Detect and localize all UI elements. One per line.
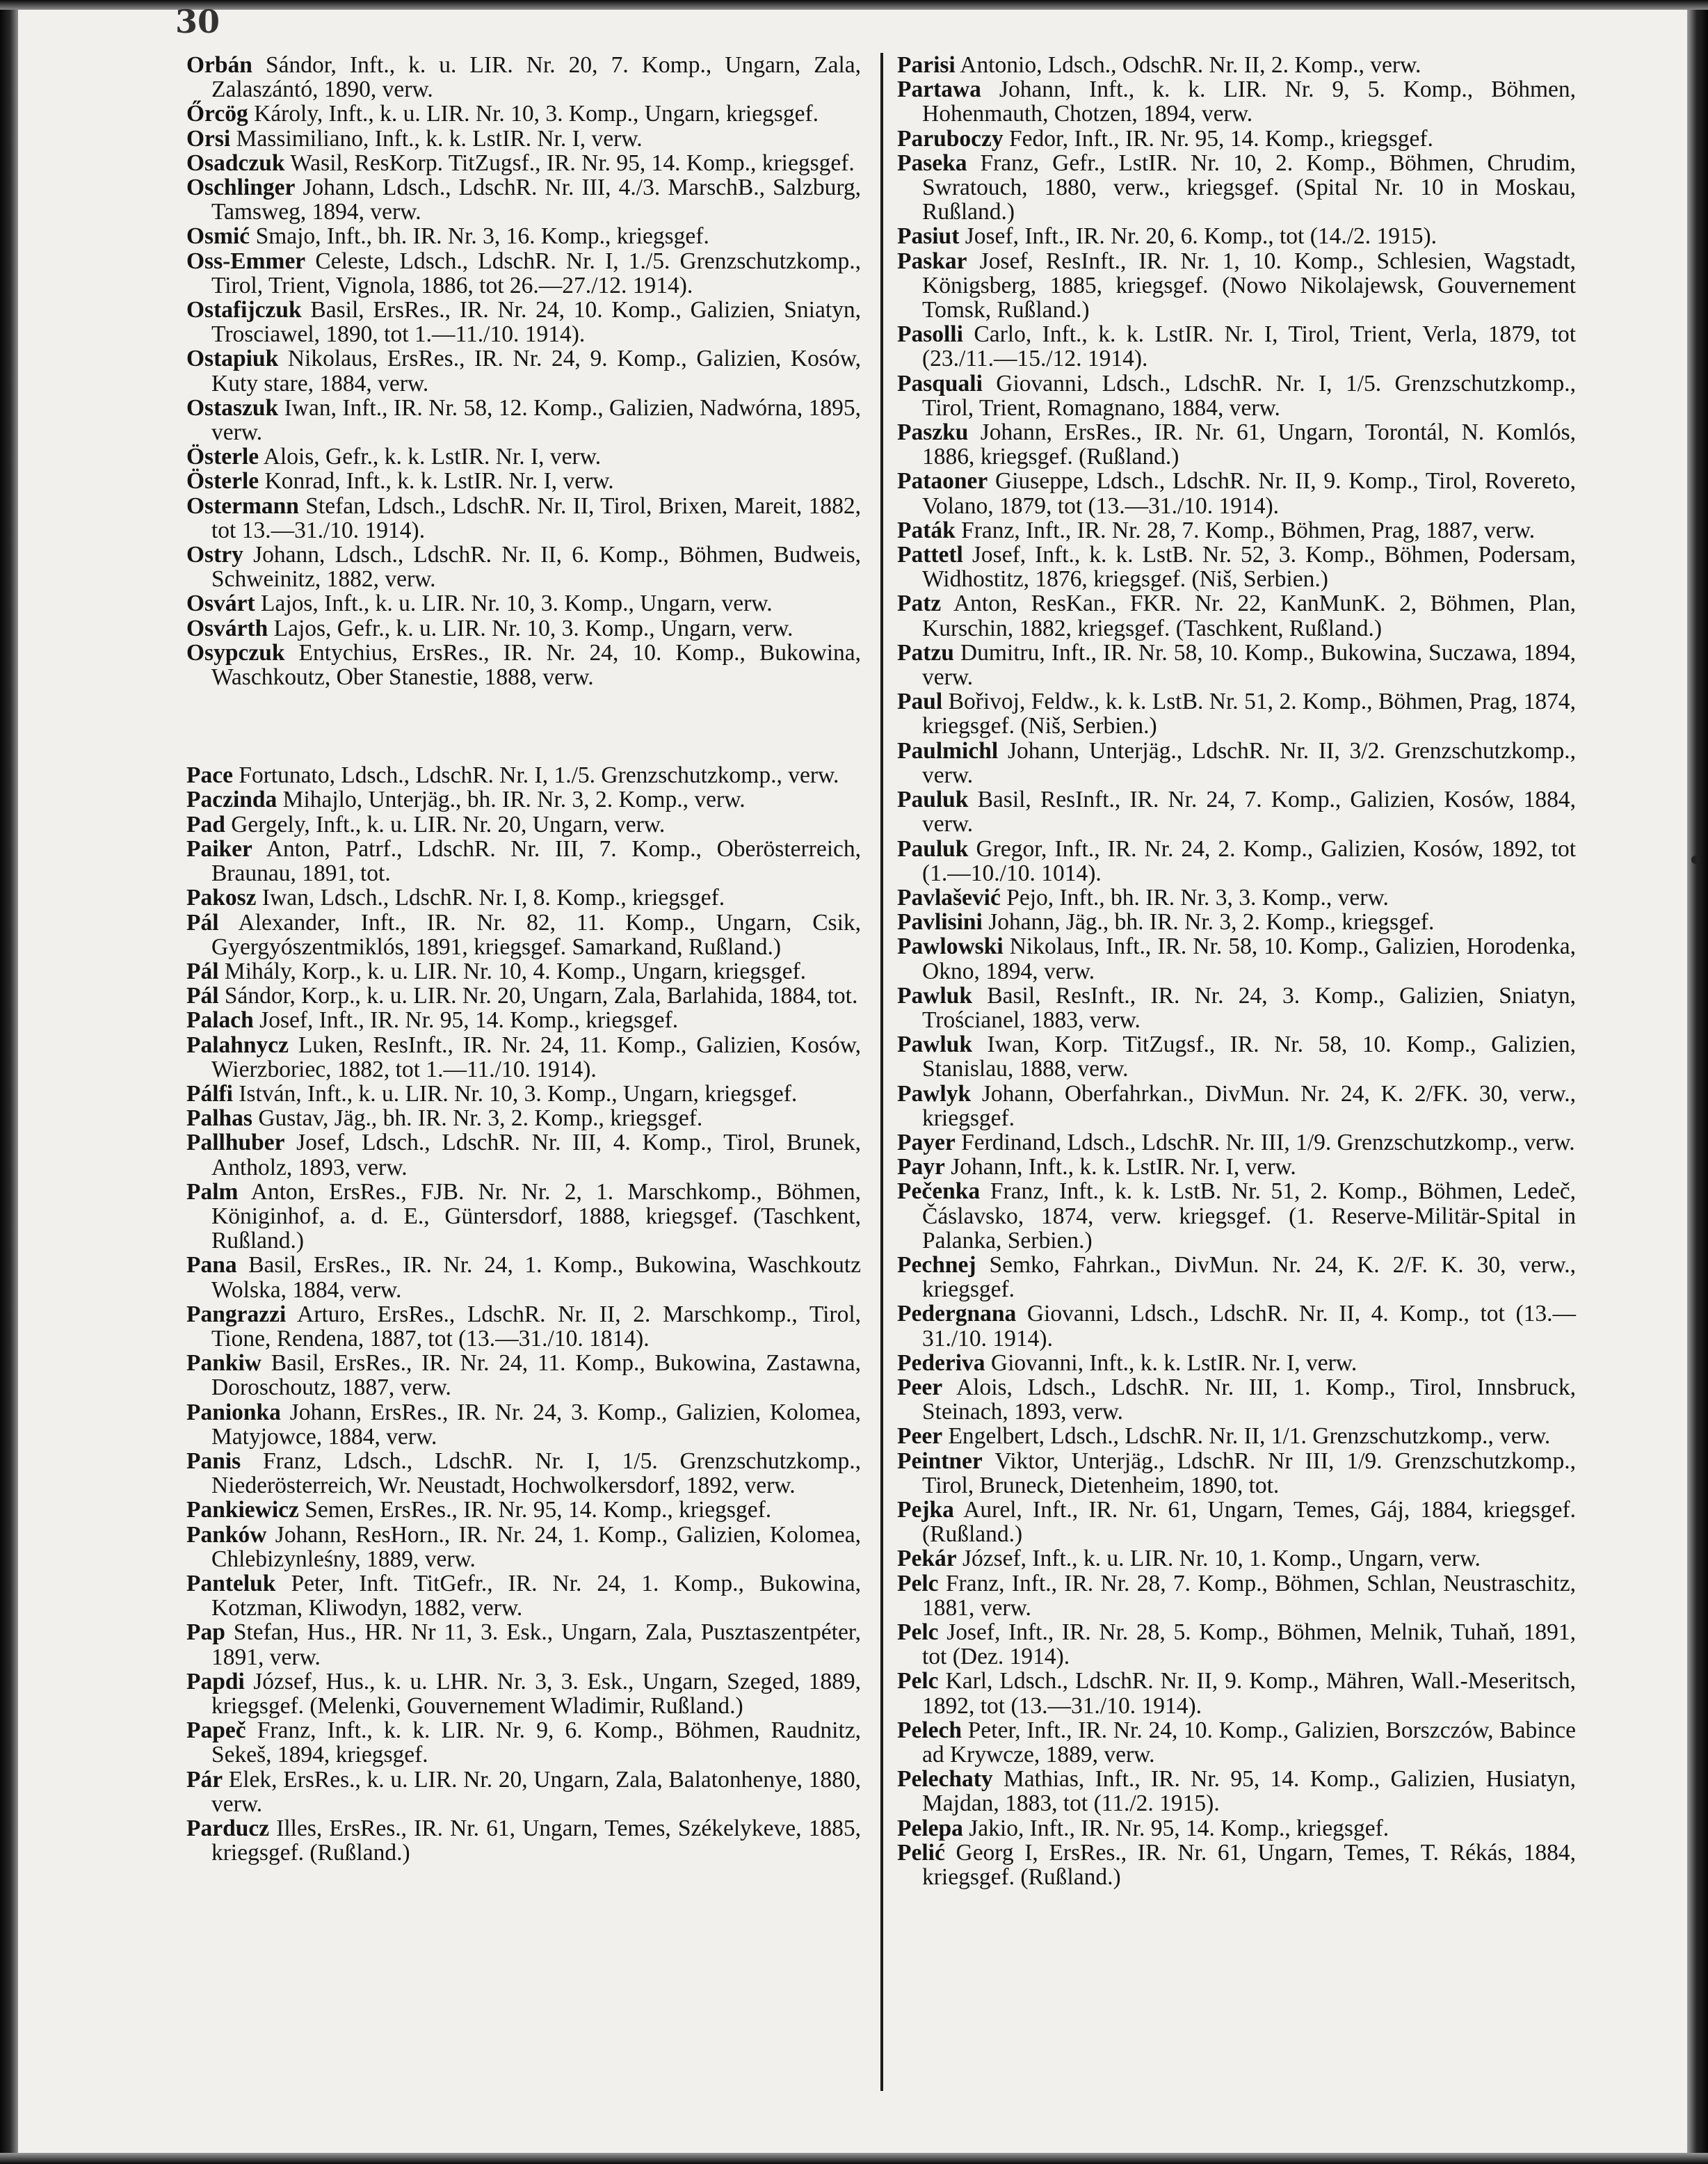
casualty-entry xyxy=(186,763,861,787)
scan-border-left xyxy=(0,0,18,2164)
entry-details: Peter, Inft., IR. Nr. 24, 10. Komp., Galizien, Borszczów, Babince ad Krywcze, 1889, verw. xyxy=(922,1717,1577,1768)
entry-surname: Pavlisini xyxy=(897,909,983,936)
entry-details: Iwan, Korp. TitZugsf., IR. Nr. 58, 10. Komp., Galizien, Stanislau, 1888, verw. xyxy=(922,1032,1576,1082)
entry-details: Anton, Patrf., LdschR. Nr. III, 7. Komp., Oberösterreich, Braunau, 1891, tot. xyxy=(211,835,861,887)
casualty-entry xyxy=(186,102,861,126)
entry-details: Gregor, Inft., IR. Nr. 24, 2. Komp., Galizien, Kosów, 1892, tot (1.—10./10. 1014). xyxy=(922,835,1577,886)
entry-surname: Pelech xyxy=(897,1717,962,1743)
casualty-entry xyxy=(186,1008,861,1032)
entry-surname: Österle xyxy=(186,468,259,495)
entry-details: Fedor, Inft., IR. Nr. 95, 14. Komp., kriegsgef. xyxy=(1008,125,1433,152)
casualty-entry xyxy=(186,1130,861,1179)
entry-surname: Payr xyxy=(897,1154,945,1180)
casualty-entry xyxy=(897,1620,1576,1669)
entry-details: Josef, Inft., IR. Nr. 28, 5. Komp., Böhmen, Melnik, Tuhaň, 1891, tot (Dez. 1914). xyxy=(922,1619,1577,1670)
entry-details: Peter, Inft. TitGefr., IR. Nr. 24, 1. Komp., Bukowina, Kotzman, Kliwodyn, 1882, verw. xyxy=(211,1570,861,1621)
casualty-entry xyxy=(186,885,861,910)
entry-details: Johann, Inft., k. k. LIR. Nr. 9, 5. Komp., Böhmen, Hohenmauth, Chotzen, 1894, verw. xyxy=(922,77,1577,127)
casualty-entry xyxy=(897,1082,1576,1130)
casualty-entry xyxy=(897,739,1576,787)
entry-details: Franz, Inft., k. k. LIR. Nr. 9, 6. Komp., Böhmen, Raudnitz, Sekeš, 1894, kriegsgef. xyxy=(211,1717,861,1768)
casualty-entry xyxy=(186,1816,861,1865)
entry-surname: Papdi xyxy=(186,1668,245,1694)
entry-details: Georg I, ErsRes., IR. Nr. 61, Ungarn, Temes, T. Rékás, 1884, kriegsgef. (Rußland.) xyxy=(922,1839,1577,1891)
entry-surname: Patz xyxy=(897,591,942,617)
entry-surname: Pataoner xyxy=(897,468,988,495)
entry-details: Johann, ResHorn., IR. Nr. 24, 1. Komp., Galizien, Kolomea, Chlebizynleśny, 1889, verw. xyxy=(211,1521,861,1572)
casualty-entry xyxy=(186,787,861,812)
casualty-entry xyxy=(186,249,861,298)
casualty-entry xyxy=(897,249,1576,323)
entry-details: Celeste, Ldsch., LdschR. Nr. I, 1./5. Grenzschutzkomp., Tirol, Trient, Vignola, 1886, tot 26.—27./12. 1914). xyxy=(211,248,862,298)
scan-border-right xyxy=(1687,0,1708,2164)
entry-details: Giuseppe, Ldsch., LdschR. Nr. II, 9. Komp., Tirol, Rovereto, Volano, 1879, tot (13.—31./10. 1914). xyxy=(922,468,1576,519)
entry-surname: Pelc xyxy=(897,1570,939,1596)
entry-surname: Pana xyxy=(186,1252,237,1279)
entry-details: Sándor, Korp., k. u. LIR. Nr. 20, Ungarn, Zala, Barlahida, 1884, tot. xyxy=(224,983,858,1009)
entry-surname: Pattetl xyxy=(897,542,963,568)
scan-border-top xyxy=(0,0,1708,10)
entry-surname: Pekár xyxy=(897,1546,957,1572)
casualty-entry xyxy=(186,175,861,224)
entry-details: Basil, ResInft., IR. Nr. 24, 3. Komp., Galizien, Sniatyn, Trościanel, 1883, verw. xyxy=(922,982,1577,1033)
casualty-entry xyxy=(186,812,861,837)
casualty-entry xyxy=(897,371,1576,420)
entry-details: Josef, Inft., IR. Nr. 95, 14. Komp., kriegsgef. xyxy=(259,1007,679,1034)
casualty-entry xyxy=(897,1351,1576,1375)
casualty-entry xyxy=(897,543,1576,591)
entry-details: Gergely, Inft., k. u. LIR. Nr. 20, Ungarn, verw. xyxy=(231,811,666,837)
entry-details: Johann, Unterjäg., LdschR. Nr. II, 3/2. Grenzschutzkomp., verw. xyxy=(922,737,1576,788)
casualty-entry xyxy=(897,224,1576,248)
entry-details: Massimiliano, Inft., k. k. LstIR. Nr. I, verw. xyxy=(236,125,643,152)
casualty-entry xyxy=(897,910,1576,934)
entry-surname: Palahnycz xyxy=(186,1032,289,1058)
entry-surname: Pap xyxy=(186,1619,225,1646)
entry-surname: Pad xyxy=(186,811,225,837)
casualty-entry xyxy=(897,127,1576,151)
casualty-entry xyxy=(186,494,861,543)
casualty-entry xyxy=(186,127,861,151)
casualty-entry xyxy=(897,151,1576,225)
entry-surname: Osvárth xyxy=(186,615,268,641)
entry-surname: Payer xyxy=(897,1129,956,1155)
entry-details: Pejo, Inft., bh. IR. Nr. 3, 3. Komp., verw. xyxy=(1006,884,1389,911)
casualty-entry xyxy=(186,1498,861,1522)
casualty-entry xyxy=(897,1767,1576,1816)
entry-surname: Orsi xyxy=(186,125,231,152)
entry-details: Ferdinand, Ldsch., LdschR. Nr. III, 1/9. Grenzschutzkomp., verw. xyxy=(961,1129,1575,1155)
entry-surname: Pál xyxy=(186,958,219,984)
entry-surname: Paczinda xyxy=(186,787,277,813)
entry-surname: Pauluk xyxy=(897,835,969,862)
entry-details: Engelbert, Ldsch., LdschR. Nr. II, 1/1. Grenzschutzkomp., verw. xyxy=(948,1423,1551,1450)
entry-details: Semko, Fahrkan., DivMun. Nr. 24, K. 2/F. K. 30, verw., kriegsgef. xyxy=(922,1251,1576,1303)
casualty-entry xyxy=(897,1571,1576,1620)
casualty-entry xyxy=(186,1571,861,1620)
casualty-entry xyxy=(897,1032,1576,1081)
casualty-entry xyxy=(186,1033,861,1082)
entry-surname: Paiker xyxy=(186,835,252,862)
entry-surname: Orbán xyxy=(186,52,252,78)
casualty-entry xyxy=(897,837,1576,885)
entry-surname: Panionka xyxy=(186,1399,281,1425)
casualty-entry xyxy=(897,77,1576,126)
entry-details: Viktor, Unterjäg., LdschR. Nr III, 1/9. Grenzschutzkomp., Tirol, Bruneck, Dietenheim, 1890, tot. xyxy=(922,1448,1576,1498)
casualty-entry xyxy=(897,1301,1576,1350)
casualty-entry xyxy=(897,469,1576,518)
entry-surname: Parducz xyxy=(186,1816,270,1842)
entry-surname: Paták xyxy=(897,517,956,543)
entry-surname: Pace xyxy=(186,762,233,789)
entry-surname: Osadczuk xyxy=(186,150,285,176)
entry-details: Franz, Ldsch., LdschR. Nr. I, 1/5. Grenzschutzkomp., Niederösterreich, Wr. Neustadt, Hochwolkersdorf, 1892, verw. xyxy=(211,1448,862,1499)
entry-details: Johann, ErsRes., IR. Nr. 61, Ungarn, Torontál, N. Komlós, 1886, kriegsgef. (Rußland.) xyxy=(922,419,1576,470)
entry-details: Károly, Inft., k. u. LIR. Nr. 10, 3. Komp., Ungarn, kriegsgef. xyxy=(254,101,819,127)
entry-details: Josef, ResInft., IR. Nr. 1, 10. Komp., Schlesien, Wagstadt, Königsberg, 1885, kriegsgef. (Nowo Nikolajewsk, Gouvernement Tomsk, Rußland.) xyxy=(922,248,1577,323)
entry-surname: Paruboczy xyxy=(897,125,1004,152)
entry-details: Anton, ResKan., FKR. Nr. 22, KanMunK. 2, Böhmen, Plan, Kurschin, 1882, kriegsgef. (Taschkent, Rußland.) xyxy=(922,591,1576,641)
casualty-entry xyxy=(186,1253,861,1301)
entry-surname: Oss-Emmer xyxy=(186,248,306,274)
entry-details: Josef, Inft., IR. Nr. 20, 6. Komp., tot (14./2. 1915). xyxy=(965,223,1437,250)
entry-surname: Ostaszuk xyxy=(186,394,279,421)
section-gap xyxy=(186,689,861,763)
entry-details: Giovanni, Ldsch., LdschR. Nr. I, 1/5. Grenzschutzkomp., Tirol, Trient, Romagnano, 1884, verw. xyxy=(922,370,1577,421)
entry-details: Stefan, Hus., HR. Nr 11, 3. Esk., Ungarn, Zala, Pusztaszentpéter, 1891, verw. xyxy=(211,1619,862,1670)
casualty-entry xyxy=(186,1351,861,1400)
entry-details: Mihajlo, Unterjäg., bh. IR. Nr. 3, 2. Komp., verw. xyxy=(282,787,746,813)
casualty-entry xyxy=(897,1130,1576,1155)
casualty-entry xyxy=(186,1082,861,1106)
entry-details: Arturo, ErsRes., LdschR. Nr. II, 2. Marschkomp., Tirol, Tione, Rendena, 1887, tot (13.—31./10. 1814). xyxy=(211,1301,862,1352)
casualty-entry xyxy=(897,1179,1576,1253)
entry-details: Jakio, Inft., IR. Nr. 95, 14. Komp., kriegsgef. xyxy=(969,1815,1389,1841)
entry-details: Basil, ErsRes., IR. Nr. 24, 10. Komp., Galizien, Sniatyn, Trosciawel, 1890, tot 1.—11./10. 1914). xyxy=(211,297,861,348)
entry-details: Giovanni, Inft., k. k. LstIR. Nr. I, verw. xyxy=(990,1349,1357,1376)
casualty-entry xyxy=(897,1718,1576,1767)
entry-surname: Pedergnana xyxy=(897,1301,1017,1327)
entry-details: Johann, Jäg., bh. IR. Nr. 3, 2. Komp., kriegsgef. xyxy=(988,909,1435,936)
entry-details: Basil, ErsRes., IR. Nr. 24, 1. Komp., Bukowina, Waschkoutz Wolska, 1884, verw. xyxy=(211,1252,862,1303)
entry-details: Basil, ResInft., IR. Nr. 24, 7. Komp., Galizien, Kosów, 1884, verw. xyxy=(922,787,1577,837)
casualty-entry xyxy=(897,1375,1576,1424)
entry-surname: Pechnej xyxy=(897,1251,976,1278)
entry-surname: Pawluk xyxy=(897,982,972,1009)
casualty-entry xyxy=(186,151,861,175)
entry-surname: Osypczuk xyxy=(186,639,285,666)
entry-surname: Pečenka xyxy=(897,1178,981,1205)
entry-surname: Paul xyxy=(897,689,943,715)
entry-details: Franz, Inft., IR. Nr. 28, 7. Komp., Böhmen, Prag, 1887, verw. xyxy=(961,517,1536,543)
casualty-entry xyxy=(186,1449,861,1498)
casualty-entry xyxy=(186,346,861,395)
entry-surname: Pasolli xyxy=(897,321,963,348)
entry-surname: Pankiw xyxy=(186,1350,261,1377)
column-divider xyxy=(880,53,883,2091)
entry-surname: Pavlašević xyxy=(897,884,1001,911)
entry-surname: Panków xyxy=(186,1521,267,1548)
casualty-entry xyxy=(186,396,861,444)
entry-surname: Pelc xyxy=(897,1668,939,1694)
entry-surname: Osvárt xyxy=(186,591,255,617)
entry-details: Josef, Ldsch., LdschR. Nr. III, 4. Komp., Tirol, Brunek, Antholz, 1893, verw. xyxy=(211,1130,861,1180)
entry-surname: Peintner xyxy=(897,1448,983,1474)
entry-surname: Paseka xyxy=(897,150,967,176)
casualty-entry xyxy=(186,1302,861,1351)
entry-details: Giovanni, Ldsch., LdschR. Nr. II, 4. Komp., tot (13.—31./10. 1914). xyxy=(922,1301,1577,1352)
entry-surname: Palach xyxy=(186,1007,254,1034)
entry-surname: Österle xyxy=(186,444,259,470)
entry-details: Anton, ErsRes., FJB. Nr. Nr. 2, 1. Marschkomp., Böhmen, Königinhof, a. d. E., Güntersdorf, 1888, kriegsgef. (Taschkent, Rußland.) xyxy=(211,1178,861,1254)
entry-surname: Panteluk xyxy=(186,1570,276,1596)
entry-surname: Peer xyxy=(897,1423,943,1450)
entry-details: Antonio, Ldsch., OdschR. Nr. II, 2. Komp., verw. xyxy=(960,52,1421,78)
entry-surname: Paszku xyxy=(897,419,969,446)
entry-surname: Panis xyxy=(186,1448,241,1474)
entry-details: Nikolaus, ErsRes., IR. Nr. 24, 9. Komp., Galizien, Kosów, Kuty stare, 1884, verw. xyxy=(211,346,861,396)
entry-surname: Pelić xyxy=(897,1839,945,1866)
entry-surname: Palm xyxy=(186,1178,239,1205)
entry-details: Franz, Gefr., LstIR. Nr. 10, 2. Komp., Böhmen, Chrudim, Swratouch, 1880, verw., kriegsgef. (Spital Nr. 10 in Moskau, Rußland.) xyxy=(922,150,1576,225)
entry-details: Sándor, Inft., k. u. LIR. Nr. 20, 7. Komp., Ungarn, Zala, Zalaszántó, 1890, verw. xyxy=(211,52,862,103)
casualty-entry xyxy=(186,591,861,616)
entry-surname: Oschlinger xyxy=(186,175,296,201)
casualty-entry xyxy=(897,1816,1576,1841)
casualty-entry xyxy=(186,1180,861,1253)
entry-surname: Pawlyk xyxy=(897,1080,972,1107)
casualty-entry xyxy=(186,1768,861,1816)
casualty-entry xyxy=(897,518,1576,543)
entry-details: Wasil, ResKorp. TitZugsf., IR. Nr. 95, 14. Komp., kriegsgef. xyxy=(290,150,855,176)
casualty-entry xyxy=(897,1546,1576,1571)
entry-surname: Pederiva xyxy=(897,1349,985,1376)
entry-surname: Palhas xyxy=(186,1105,252,1132)
entry-surname: Pelechaty xyxy=(897,1766,993,1793)
casualty-entry xyxy=(897,1841,1576,1889)
entry-details: Lajos, Inft., k. u. LIR. Nr. 10, 3. Komp., Ungarn, verw. xyxy=(261,591,773,617)
entry-details: Lajos, Gefr., k. u. LIR. Nr. 10, 3. Komp., Ungarn, verw. xyxy=(273,615,793,641)
entry-details: Franz, Inft., IR. Nr. 28, 7. Komp., Böhmen, Schlan, Neustraschitz, 1881, verw. xyxy=(922,1570,1577,1621)
entry-surname: Pár xyxy=(186,1766,223,1793)
entry-details: Aurel, Inft., IR. Nr. 61, Ungarn, Temes, Gáj, 1884, kriegsgef. (Rußland.) xyxy=(922,1496,1576,1548)
casualty-entry xyxy=(186,1620,861,1669)
entry-details: Gustav, Jäg., bh. IR. Nr. 3, 2. Komp., kriegsgef. xyxy=(258,1105,703,1132)
casualty-entry xyxy=(186,1669,861,1718)
casualty-entry xyxy=(186,1523,861,1571)
entry-surname: Ostafijczuk xyxy=(186,297,302,323)
casualty-entry xyxy=(897,1669,1576,1717)
entry-details: József, Inft., k. u. LIR. Nr. 10, 1. Komp., Ungarn, verw. xyxy=(962,1546,1481,1572)
entry-surname: Pawlowski xyxy=(897,933,1004,960)
entry-surname: Pelepa xyxy=(897,1815,963,1841)
entry-surname: Ostermann xyxy=(186,492,299,519)
casualty-entry xyxy=(897,53,1576,77)
entry-details: Entychius, ErsRes., IR. Nr. 24, 10. Komp., Bukowina, Waschkoutz, Ober Stanestie, 1888, verw. xyxy=(211,639,862,691)
casualty-entry xyxy=(897,1498,1576,1546)
entry-details: Alois, Ldsch., LdschR. Nr. III, 1. Komp., Tirol, Innsbruck, Steinach, 1893, verw. xyxy=(922,1374,1576,1425)
entry-details: Johann, ErsRes., IR. Nr. 24, 3. Komp., Galizien, Kolomea, Matyjowce, 1884, verw. xyxy=(211,1399,862,1450)
entry-details: Johann, Oberfahrkan., DivMun. Nr. 24, K. 2/FK. 30, verw., kriegsgef. xyxy=(922,1080,1577,1131)
scan-border-bottom xyxy=(0,2153,1708,2164)
entry-details: Johann, Ldsch., LdschR. Nr. II, 6. Komp., Böhmen, Budweis, Schweinitz, 1882, verw. xyxy=(211,542,861,593)
entry-surname: Patzu xyxy=(897,639,954,666)
entry-details: Basil, ErsRes., IR. Nr. 24, 11. Komp., Bukowina, Zastawna, Doroschoutz, 1887, verw. xyxy=(211,1350,861,1401)
entry-surname: Ostry xyxy=(186,542,243,568)
left-column xyxy=(186,53,861,1865)
entry-details: Alois, Gefr., k. k. LstIR. Nr. I, verw. xyxy=(263,444,602,470)
casualty-entry xyxy=(897,885,1576,910)
casualty-entry xyxy=(186,543,861,591)
page-number: 30 xyxy=(175,3,220,40)
entry-details: Stefan, Ldsch., LdschR. Nr. II, Tirol, Brixen, Mareit, 1882, tot 13.—31./10. 1914). xyxy=(211,492,861,543)
casualty-entry xyxy=(186,1718,861,1767)
entry-details: Luken, ResInft., IR. Nr. 24, 11. Komp., Galizien, Kosów, Wierzboriec, 1882, tot 1.—11./10. 1914). xyxy=(211,1032,862,1082)
entry-details: Franz, Inft., k. k. LstB. Nr. 51, 2. Komp., Böhmen, Ledeč, Čáslavsko, 1874, verw. kriegsgef. (1. Reserve-Militär-Spital in Palanka, Serbien.) xyxy=(922,1178,1576,1253)
casualty-entry xyxy=(897,1253,1576,1301)
entry-surname: Paskar xyxy=(897,248,967,274)
entry-details: Josef, Inft., k. k. LstB. Nr. 52, 3. Komp., Böhmen, Podersam, Widhostitz, 1876, kriegsgef. (Niš, Serbien.) xyxy=(922,542,1577,593)
entry-surname: Paulmichl xyxy=(897,737,999,764)
casualty-entry xyxy=(897,1155,1576,1179)
casualty-entry xyxy=(186,224,861,248)
entry-surname: Partawa xyxy=(897,77,981,103)
entry-surname: Ostapiuk xyxy=(186,346,279,372)
entry-details: Konrad, Inft., k. k. LstIR. Nr. I, verw. xyxy=(264,468,614,495)
entry-details: Fortunato, Ldsch., LdschR. Nr. I, 1./5. Grenzschutzkomp., verw. xyxy=(239,762,839,789)
entry-surname: Parisi xyxy=(897,52,956,78)
casualty-entry xyxy=(186,984,861,1008)
casualty-entry xyxy=(897,984,1576,1032)
casualty-entry xyxy=(186,444,861,469)
casualty-entry xyxy=(897,1449,1576,1498)
entry-surname: Pakosz xyxy=(186,885,257,911)
right-column xyxy=(897,53,1576,1889)
casualty-entry xyxy=(897,689,1576,738)
casualty-entry xyxy=(897,591,1576,640)
casualty-entry xyxy=(897,1424,1576,1448)
casualty-entry xyxy=(186,641,861,689)
casualty-entry xyxy=(897,641,1576,689)
entry-surname: Pankiewicz xyxy=(186,1497,299,1523)
casualty-entry xyxy=(186,911,861,959)
entry-details: Alexander, Inft., IR. Nr. 82, 11. Komp., Ungarn, Csik, Gyergyószentmiklós, 1891, kriegsgef. Samarkand, Rußland.) xyxy=(211,909,862,960)
entry-surname: Őrcög xyxy=(186,101,248,127)
entry-surname: Pawluk xyxy=(897,1032,972,1058)
entry-surname: Pauluk xyxy=(897,787,969,813)
entry-surname: Pasquali xyxy=(897,370,983,396)
entry-surname: Peer xyxy=(897,1374,943,1400)
entry-details: Elek, ErsRes., k. u. LIR. Nr. 20, Ungarn, Zala, Balatonhenye, 1880, verw. xyxy=(211,1766,862,1817)
entry-details: Mathias, Inft., IR. Nr. 95, 14. Komp., Galizien, Husiatyn, Majdan, 1883, tot (11./2. 1915). xyxy=(922,1766,1577,1817)
entry-surname: Pál xyxy=(186,909,219,936)
casualty-entry xyxy=(897,322,1576,371)
entry-surname: Pálfi xyxy=(186,1080,233,1107)
entry-surname: Pallhuber xyxy=(186,1130,285,1156)
entry-details: Dumitru, Inft., IR. Nr. 58, 10. Komp., Bukowina, Suczawa, 1894, verw. xyxy=(922,639,1577,691)
entry-surname: Pelc xyxy=(897,1619,939,1645)
casualty-entry xyxy=(186,837,861,885)
entry-details: Karl, Ldsch., LdschR. Nr. II, 9. Komp., Mähren, Wall.-Meseritsch, 1892, tot (13.—31./10. 1914). xyxy=(922,1668,1577,1719)
entry-details: Nikolaus, Inft., IR. Nr. 58, 10. Komp., Galizien, Horodenka, Okno, 1894, verw. xyxy=(922,933,1576,984)
casualty-entry xyxy=(186,1106,861,1130)
entry-details: Iwan, Ldsch., LdschR. Nr. I, 8. Komp., kriegsgef. xyxy=(261,885,725,911)
entry-details: István, Inft., k. u. LIR. Nr. 10, 3. Komp., Ungarn, kriegsgef. xyxy=(239,1080,798,1107)
entry-details: Smajo, Inft., bh. IR. Nr. 3, 16. Komp., kriegsgef. xyxy=(255,223,709,250)
casualty-entry xyxy=(186,53,861,102)
entry-details: Johann, Inft., k. k. LstIR. Nr. I, verw. xyxy=(951,1154,1296,1180)
casualty-entry xyxy=(186,616,861,641)
casualty-entry xyxy=(186,1400,861,1449)
entry-details: Iwan, Inft., IR. Nr. 58, 12. Komp., Galizien, Nadwórna, 1895, verw. xyxy=(211,394,862,446)
entry-surname: Pangrazzi xyxy=(186,1301,287,1327)
entry-surname: Pasiut xyxy=(897,223,960,250)
ink-spot xyxy=(1691,856,1700,864)
entry-details: Illes, ErsRes., IR. Nr. 61, Ungarn, Temes, Székelykeve, 1885, kriegsgef. (Rußland.) xyxy=(211,1816,861,1866)
entry-details: Carlo, Inft., k. k. LstIR. Nr. I, Tirol, Trient, Verla, 1879, tot (23./11.—15./12. 1914). xyxy=(922,321,1577,372)
entry-details: Bořivoj, Feldw., k. k. LstB. Nr. 51, 2. Komp., Böhmen, Prag, 1874, kriegsgef. (Niš, Serbien.) xyxy=(922,689,1576,739)
casualty-entry xyxy=(186,298,861,346)
casualty-entry xyxy=(897,420,1576,469)
entry-details: Mihály, Korp., k. u. LIR. Nr. 10, 4. Komp., Ungarn, kriegsgef. xyxy=(224,958,807,984)
entry-surname: Pejka xyxy=(897,1496,954,1523)
entry-details: Semen, ErsRes., IR. Nr. 95, 14. Komp., kriegsgef. xyxy=(305,1497,772,1523)
entry-surname: Osmić xyxy=(186,223,250,250)
casualty-entry xyxy=(186,469,861,493)
casualty-entry xyxy=(186,959,861,984)
entry-surname: Pál xyxy=(186,983,219,1009)
casualty-entry xyxy=(897,934,1576,983)
entry-details: Johann, Ldsch., LdschR. Nr. III, 4./3. MarschB., Salzburg, Tamsweg, 1894, verw. xyxy=(211,175,861,225)
entry-details: József, Hus., k. u. LHR. Nr. 3, 3. Esk., Ungarn, Szeged, 1889, kriegsgef. (Melenki, Gouvernement Wladimir, Rußland.) xyxy=(211,1668,862,1719)
entry-surname: Papeč xyxy=(186,1717,246,1744)
casualty-entry xyxy=(897,787,1576,836)
